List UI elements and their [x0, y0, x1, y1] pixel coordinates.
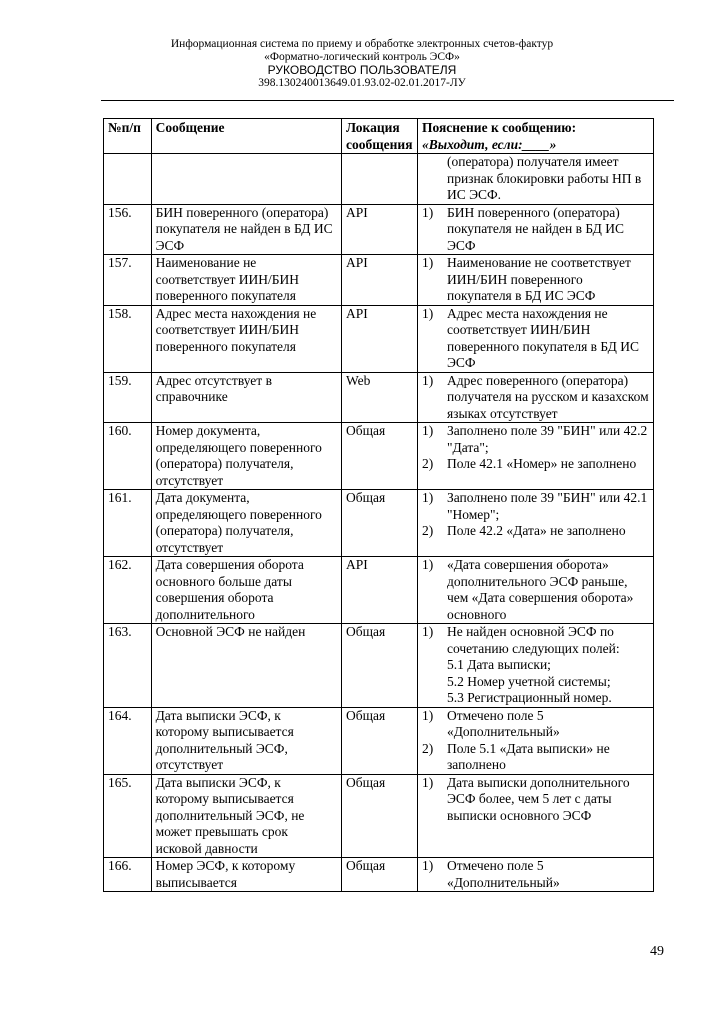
table-row: [104, 305, 654, 372]
row-message: Дата выписки ЭСФ, к которому выписывается дополнительный ЭСФ, не может превышать срок исковой давности: [151, 774, 341, 858]
item-number: 1): [421, 204, 434, 220]
row-location: Общая: [342, 423, 418, 490]
item-text: БИН поверенного (оператора) покупателя не найден в БД ИС ЭСФ: [446, 204, 624, 253]
row-explanation: [417, 858, 653, 892]
row-message: Наименование не соответствует ИИН/БИН поверенного покупателя: [151, 255, 341, 306]
row-explanation: [417, 774, 653, 858]
row-location: Общая: [342, 858, 418, 892]
item-number: 1): [421, 774, 434, 790]
header-system-name: Информационная система по приему и обработке электронных счетов-фактур: [170, 38, 554, 50]
row-explanation: [417, 305, 653, 372]
table-row: [104, 557, 654, 624]
explanation-list: [422, 306, 649, 372]
row-number: 166.: [104, 858, 152, 892]
explanation-item: [422, 557, 649, 623]
row-number: 159.: [104, 372, 152, 423]
row-location: API: [342, 204, 418, 255]
header-location: Локация сообщения: [342, 119, 418, 154]
row-explanation: [417, 624, 653, 708]
row-message: БИН поверенного (оператора) покупателя не найден в БД ИС ЭСФ: [151, 204, 341, 255]
item-text: «Дата совершения оборота» дополнительного ЭСФ раньше, чем «Дата совершения оборота» основного: [446, 557, 634, 622]
row-number: 165.: [104, 774, 152, 858]
row-number: 163.: [104, 624, 152, 708]
table-row: [104, 707, 654, 774]
row-explanation: [417, 204, 653, 255]
explanation-item: [422, 708, 649, 741]
explanation-list: [422, 255, 649, 305]
item-text: Заполнено поле 39 "БИН" или 42.2 "Дата";: [446, 423, 648, 455]
item-subfield: 5.1 Дата выписки;: [446, 657, 551, 672]
row-explanation: [417, 423, 653, 490]
document-header: [0, 38, 724, 90]
explanation-list: [422, 557, 649, 623]
item-number: 1): [421, 490, 434, 505]
table-row: [104, 858, 654, 892]
row-message: Адрес места нахождения не соответствует ИИН/БИН поверенного покупателя: [151, 305, 341, 372]
table-row: [104, 372, 654, 423]
explanation-item: [422, 306, 649, 372]
header-message: Сообщение: [151, 119, 341, 154]
item-number: 1): [421, 858, 434, 873]
row-number: 157.: [104, 255, 152, 306]
item-number: 1): [421, 707, 434, 723]
row-message: Номер ЭСФ, к которому выписывается: [151, 858, 341, 892]
row-location: API: [342, 255, 418, 306]
explanation-item: [422, 624, 649, 707]
item-text: Поле 42.2 «Дата» не заполнено: [446, 523, 626, 538]
row-message: Дата совершения оборота основного больше даты совершения оборота дополнительного: [151, 557, 341, 624]
item-number: 2): [421, 456, 434, 471]
explanation-item: [422, 775, 649, 825]
row-location: Общая: [342, 624, 418, 708]
item-number: 1): [421, 305, 434, 321]
item-text: Наименование не соответствует ИИН/БИН поверенного покупателя в БД ИС ЭСФ: [446, 255, 631, 303]
explanation-list: [422, 624, 649, 707]
row-message: Дата документа, определяющего поверенного (оператора) получателя, отсутствует: [151, 490, 341, 557]
row-explanation: [417, 557, 653, 624]
row-number: 161.: [104, 490, 152, 557]
item-number: 1): [421, 624, 434, 639]
item-number: 2): [421, 740, 434, 756]
item-text: Адрес места нахождения не соответствует ИИН/БИН поверенного покупателя в БД ИС ЭСФ: [446, 305, 639, 370]
header-explanation-title: Пояснение к сообщению:: [421, 120, 577, 135]
row-message: Дата выписки ЭСФ, к которому выписывается дополнительный ЭСФ, отсутствует: [151, 707, 341, 774]
item-text: Отмечено поле 5 «Дополнительный»: [446, 858, 560, 890]
table-row: [104, 204, 654, 255]
item-number: 1): [421, 255, 434, 270]
table-row: [104, 255, 654, 306]
explanation-item: [422, 490, 649, 523]
item-text: Поле 42.1 «Номер» не заполнено: [446, 456, 637, 471]
item-text: Адрес поверенного (оператора) получателя на русском и казахском языках отсутствует: [446, 372, 649, 421]
row-message: Адрес отсутствует в справочнике: [151, 372, 341, 423]
row-message: Номер документа, определяющего поверенного (оператора) получателя, отсутствует: [151, 423, 341, 490]
item-text: Не найден основной ЭСФ по сочетанию следующих полей:: [446, 624, 620, 656]
header-doc-type: РУКОВОДСТВО ПОЛЬЗОВАТЕЛЯ: [267, 63, 457, 77]
row-location: Общая: [342, 707, 418, 774]
explanation-item: [422, 255, 649, 305]
row-number: 162.: [104, 557, 152, 624]
table-body: [104, 154, 654, 892]
row-message: [151, 154, 341, 205]
row-explanation: [417, 490, 653, 557]
header-explanation-sub: «Выходит, если:____»: [421, 136, 557, 152]
messages-table: [103, 118, 654, 892]
explanation-list: [422, 423, 649, 473]
explanation-list: [422, 205, 649, 255]
row-explanation: [417, 707, 653, 774]
row-location: Общая: [342, 774, 418, 858]
row-message: Основной ЭСФ не найден: [151, 624, 341, 708]
item-number: 1): [421, 557, 434, 572]
explanation-item: [422, 523, 649, 540]
explanation-item: [422, 456, 649, 473]
item-subfield: 5.3 Регистрационный номер.: [446, 690, 612, 705]
explanation-list: [422, 708, 649, 774]
item-subfield: 5.2 Номер учетной системы;: [446, 673, 611, 689]
row-location: [342, 154, 418, 205]
row-number: [104, 154, 152, 205]
table-row: [104, 423, 654, 490]
explanation-item: [422, 423, 649, 456]
header-doc-code: 398.130240013649.01.93.02-02.01.2017-ЛУ: [258, 77, 466, 89]
item-number: 1): [421, 372, 434, 388]
row-number: 164.: [104, 707, 152, 774]
row-location: API: [342, 305, 418, 372]
explanation-item: [422, 373, 649, 423]
table-header-row: [104, 119, 654, 154]
explanation-item: [422, 741, 649, 774]
table-row: [104, 154, 654, 205]
header-module-name: «Форматно-логический контроль ЭСФ»: [264, 51, 460, 63]
row-number: 156.: [104, 204, 152, 255]
explanation-list: [422, 490, 649, 540]
item-text: Дата выписки дополнительного ЭСФ более, чем 5 лет с даты выписки основного ЭСФ: [446, 774, 630, 823]
explanation-list: [422, 858, 649, 891]
row-explanation: [417, 255, 653, 306]
item-number: 1): [421, 423, 434, 438]
item-text: Заполнено поле 39 "БИН" или 42.1 "Номер";: [446, 490, 648, 522]
row-explanation: [417, 154, 653, 205]
page-number: 49: [650, 944, 664, 959]
header-divider: [101, 100, 674, 101]
table-row: [104, 490, 654, 557]
item-text: Отмечено поле 5 «Дополнительный»: [446, 707, 560, 739]
table-row: [104, 624, 654, 708]
explanation-continuation: (оператора) получателя имеет признак блокировки работы НП в ИС ЭСФ.: [446, 154, 642, 202]
item-number: 2): [421, 523, 434, 538]
row-number: 160.: [104, 423, 152, 490]
explanation-item: [422, 205, 649, 255]
table-row: [104, 774, 654, 858]
explanation-item: [422, 858, 649, 891]
row-number: 158.: [104, 305, 152, 372]
header-num: №п/п: [104, 119, 152, 154]
explanation-list: [422, 775, 649, 825]
row-location: API: [342, 557, 418, 624]
row-location: Web: [342, 372, 418, 423]
row-explanation: [417, 372, 653, 423]
explanation-list: [422, 373, 649, 423]
item-text: Поле 5.1 «Дата выписки» не заполнено: [446, 740, 610, 772]
row-location: Общая: [342, 490, 418, 557]
header-explanation: [417, 119, 653, 154]
